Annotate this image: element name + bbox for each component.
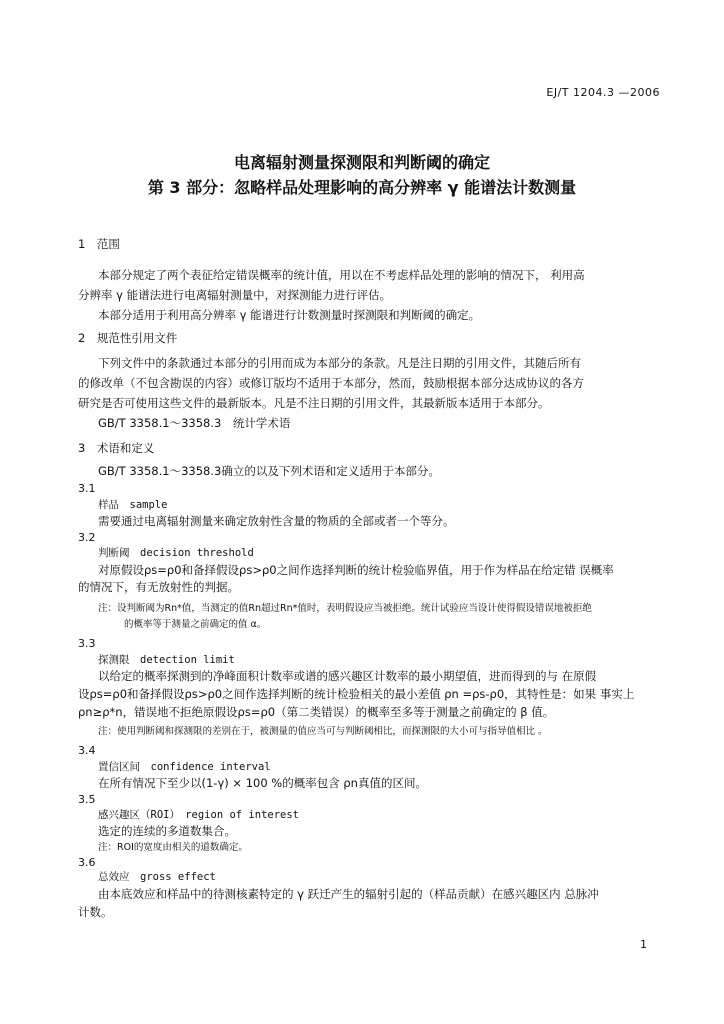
document-title-line2: 第 3 部分：忽略样品处理影响的高分辨率 γ 能谱法计数测量	[147, 178, 577, 197]
term-number: 3.6	[78, 856, 96, 869]
term-definition-line2: 计数。	[78, 905, 113, 919]
term-note: 注：ROI的宽度由相关的道数确定。	[98, 842, 248, 853]
term-title: 感兴趣区（ROI） region of interest	[98, 809, 300, 821]
term-note: 注：使用判断阈和探测限的差别在于，被测量的值应当可与判断阈相比，而探测限的大小可与指导值相比 。	[98, 726, 548, 737]
page-number: 1	[640, 938, 647, 951]
term-title: 判断阈 decision threshold	[98, 547, 254, 559]
term-title: 总效应 gross effect	[98, 871, 216, 883]
term-definition-line1: 对原假设ρs=ρ0和备择假设ρs>ρ0之间作选择判断的统计检验临界值，用于作为样品在给定错 误概率	[98, 563, 614, 577]
term-number: 3.3	[78, 637, 96, 650]
standard-code: EJ/T 1204.3 —2006	[546, 86, 660, 99]
term-definition-line1: 由本底效应和样品中的待测核素特定的 γ 跃迁产生的辐射引起的（样品贡献）在感兴趣区内 总脉冲	[98, 887, 599, 901]
section-3-intro: GB/T 3358.1～3358.3确立的以及下列术语和定义适用于本部分。	[98, 464, 440, 478]
term-number: 3.2	[78, 531, 96, 544]
section-2-para-line1: 下列文件中的条款通过本部分的引用而成为本部分的条款。凡是注日期的引用文件，其随后所有	[98, 356, 581, 370]
section-1-para2: 本部分适用于利用高分辨率 γ 能谱进行计数测量时探测限和判断阈的确定。	[98, 308, 481, 322]
term-definition-line2: 设ρs=ρ0和备择假设ρs>ρ0之间作选择判断的统计检验相关的最小差值 ρn =ρs-ρ0，其特性是：如果 事实上	[78, 687, 635, 701]
section-2-para-line3: 研究是否可使用这些文件的最新版本。凡是不注日期的引用文件，其最新版本适用于本部分。	[78, 396, 550, 410]
section-2-reference: GB/T 3358.1～3358.3 统计学术语	[98, 416, 291, 430]
section-2-heading: 2 规范性引用文件	[78, 331, 178, 345]
term-title: 样品 sample	[98, 499, 168, 511]
term-number: 3.1	[78, 482, 96, 495]
term-definition: 选定的连续的多道数集合。	[98, 824, 236, 838]
section-1-para1-line2: 分辨率 γ 能谱法进行电离辐射测量中，对探测能力进行评估。	[78, 288, 392, 302]
section-2-para-line2: 的修改单（不包含勘误的内容）或修订版均不适用于本部分，然而，鼓励根据本部分达成协议的各方	[78, 376, 584, 390]
term-definition: 需要通过电离辐射测量来确定放射性含量的物质的全部或者一个等分。	[98, 514, 455, 528]
term-title: 探测限 detection limit	[98, 654, 235, 666]
document-title-line1: 电离辐射测量探测限和判断阈的确定	[233, 153, 490, 172]
term-number: 3.4	[78, 744, 96, 757]
section-1-heading: 1 范围	[78, 237, 120, 251]
section-1-para1-line1: 本部分规定了两个表征给定错误概率的统计值，用以在不考虑样品处理的影响的情况下， 利用高	[98, 268, 585, 282]
term-definition-line1: 以给定的概率探测到的净峰面积计数率或谱的感兴趣区计数率的最小期望值，进而得到的与 在原假	[98, 669, 597, 683]
term-number: 3.5	[78, 793, 96, 806]
term-title: 置信区间 confidence interval	[98, 761, 271, 773]
term-definition-line2: 的情况下，有无放射性的判据。	[78, 580, 239, 594]
term-note-line2: 的概率等于测量之前确定的值 α。	[124, 619, 267, 630]
term-note-line1: 注：设判断阈为Rn*值，当测定的值Rn超过Rn*值时，表明假设应当被拒绝。统计试验应当设计使得假设错误地被拒绝	[98, 603, 592, 614]
term-definition-line3: ρn≥ρ*n，错误地不拒绝原假设ρs=ρ0（第二类错误）的概率至多等于测量之前确定的 β 值。	[78, 705, 555, 719]
term-definition: 在所有情况下至少以(1-γ) × 100 %的概率包含 ρn真值的区间。	[98, 776, 427, 790]
section-3-heading: 3 术语和定义	[78, 441, 155, 455]
